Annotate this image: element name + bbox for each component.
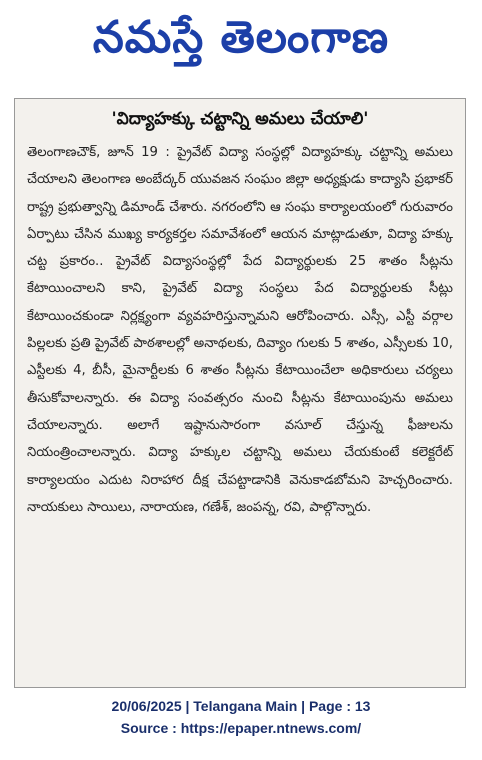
source-link[interactable]: Source : https://epaper.ntnews.com/ <box>120 720 362 736</box>
article-body: తెలంగాణచౌక్, జూన్ 19 : ప్రైవేట్ విద్యా సంస్థల్లో విద్యాహక్కు చట్టాన్ని అమలు చేయాలని తెలంగాణ అంబేద్కర్ యువజన సంఘం జిల్లా అధ్యక్షుడు కాద్యాసి ప్రభాకర్ రాష్ట్ర ప్రభుత్వాన్ని డిమాండ్ చేశారు. నగరంలోని ఆ సంఘ కార్యాలయంలో గురువారం ఏర్పాటు చేసిన ముఖ్య కార్యకర్తల సమావేశంలో ఆయన మాట్లాడుతూ, విద్యా హక్కు చట్ట ప్రకారం.. ప్రైవేట్ విద్యాసంస్థల్లో పేద విద్యార్థులకు 25 శాతం సీట్లను కేటాయించాలని కాని, ప్రైవేట్ విద్యా సంస్థలు పేద విద్యార్థులకు సీట్లు కేటాయించకుండా నిర్లక్ష్యంగా వ్యవహరిస్తున్నామని ఆరోపించారు. ఎస్సీ, ఎస్టీ వర్గాల పిల్లలకు ప్రతి ప్రైవేట్ పాఠశాలల్లో అనాథలకు, దివ్యాం గులకు 5 శాతం, ఎస్సీలకు 10, ఎస్టీలకు 4, బీసీ, మైనార్టీలకు 6 శాతం సీట్లను కేటాయించేలా అధికారులు చర్యలు తీసుకోవాలన్నారు. ఈ విద్యా సంవత్సరం నుంచి సీట్లను కేటాయింపును అమలు చేయాలన్నారు. అలాగే ఇష్టానుసారంగా వసూల్ చేస్తున్న ఫీజులను నియంత్రించాలన్నారు. విద్యా హక్కుల చట్టాన్ని అమలు చేయకుంటే కలెక్టరేట్ కార్యాలయం ఎదుట నిరాహార దీక్ష చేపట్టాడానికి వెనుకాడబోమని హెచ్చరించారు. నాయకులు సాయిలు, నారాయణ, గణేశ్, జంపన్న, రవి, పాల్గొన్నారు. <box>27 145 453 515</box>
article-headline: 'విద్యాహక్కు చట్టాన్ని అమలు చేయాలి' <box>111 109 369 129</box>
masthead-title: నమస్తే తెలంగాణ <box>92 12 390 63</box>
edition-info: 20/06/2025 | Telangana Main | Page : 13 <box>111 698 371 714</box>
article-clipping <box>14 98 466 688</box>
newspaper-masthead <box>14 8 468 78</box>
